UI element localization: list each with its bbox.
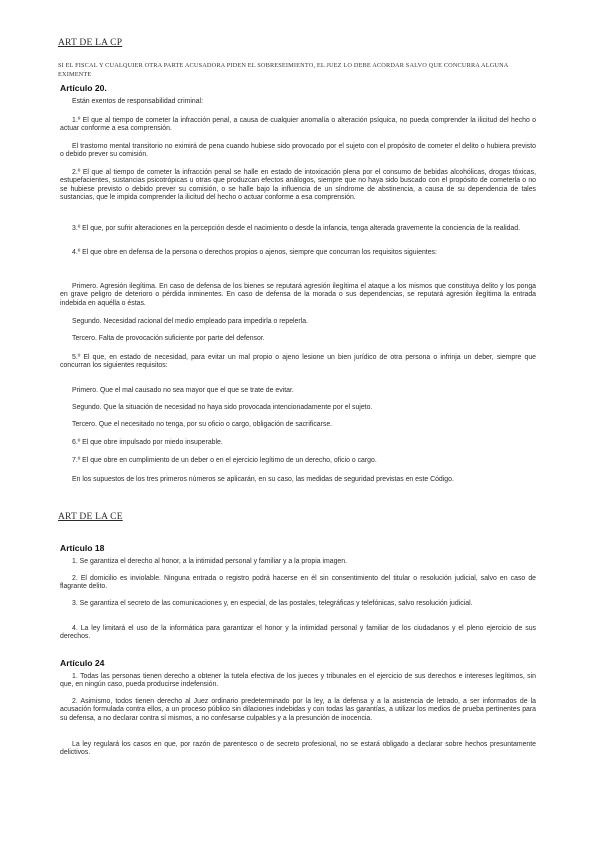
art24-p1: 1. Todas las personas tienen derecho a obtener la tutela efectiva de los jueces y tribunales en el ejercicio de sus derechos e intereses legítimos, sin que, en ningún caso, pueda producirse indefensión. (60, 673, 536, 689)
article-24-title: Artículo 24 (60, 658, 105, 668)
handwritten-note: SI EL FISCAL Y CUALQUIER OTRA PARTE ACUSADORA PIDEN EL SOBRESEIMIENTO, EL JUEZ LO DEBE ACORDAR SALVO QUE CONCURRA ALGUNA EXIMENTE (58, 62, 509, 78)
art20-p7: 7.º El que obre en cumplimiento de un deber o en el ejercicio legítimo de un derecho, oficio o cargo. (72, 457, 377, 464)
art20-p4-primero: Primero. Agresión ilegítima. En caso de defensa de los bienes se reputará agresión ilegítima el ataque a los mismos que constituya delito y los ponga en grave peligro de deterioro o pérdida inminentes. En caso de defensa de la morada o sus dependencias, se reputará agresión ilegítima la entrada indebida en aquélla o éstas. (60, 283, 536, 307)
art20-p1b: El trastorno mental transitorio no eximirá de pena cuando hubiese sido provocado por el sujeto con el propósito de cometer el delito o hubiera previsto o debido prever su comisión. (60, 143, 536, 159)
art24-p3: La ley regulará los casos en que, por razón de parentesco o de secreto profesional, no se estará obligado a declarar sobre hechos presuntamente delictivos. (60, 741, 536, 757)
art20-p5-tercero: Tercero. Que el necesitado no tenga, por su oficio o cargo, obligación de sacrificarse. (72, 421, 333, 428)
article-20-title: Artículo 20. (60, 83, 107, 93)
art18-p2: 2. El domicilio es inviolable. Ninguna entrada o registro podrá hacerse en él sin consentimiento del titular o resolución judicial, salvo en caso de flagrante delito. (60, 575, 536, 591)
article-18-title: Artículo 18 (60, 543, 105, 553)
section-heading-ce: ART DE LA CE (58, 512, 123, 522)
art20-p2: 2.º El que al tiempo de cometer la infracción penal se halle en estado de intoxicación plena por el consumo de bebidas alcohólicas, drogas tóxicas, estupefacientes, sustancias psicotrópicas u otras que produzcan efectos análogos, siempre que no haya sido buscado con el propósito de cometerla o no se hubiese previsto o debido prever su comisión, o se halle bajo la influencia de un síndrome de abstinencia, a causa de su dependencia de tales sustancias, que le impida comprender la ilicitud del hecho o actuar conforme a esa comprensión. (60, 169, 536, 202)
art20-p5: 5.º El que, en estado de necesidad, para evitar un mal propio o ajeno lesione un bien jurídico de otra persona o infrinja un deber, siempre que concurran los siguientes requisitos: (60, 354, 536, 370)
art20-p3: 3.º El que, por sufrir alteraciones en la percepción desde el nacimiento o desde la infancia, tenga alterada gravemente la conciencia de la realidad. (72, 225, 521, 232)
art24-p2: 2. Asimismo, todos tienen derecho al Juez ordinario predeterminado por la ley, a la defensa y a la asistencia de letrado, a ser informados de la acusación formulada contra ellos, a un proceso público sin dilaciones indebidas y con todas las garantías, a utilizar los medios de prueba pertinentes para su defensa, a no declarar contra sí mismos, a no confesarse culpables y a la presunción de inocencia. (60, 698, 536, 722)
art20-intro: Están exentos de responsabilidad criminal: (72, 98, 203, 105)
art20-p1: 1.º El que al tiempo de cometer la infracción penal, a causa de cualquier anomalía o alteración psíquica, no pueda comprender la ilicitud del hecho o actuar conforme a esa comprensión. (60, 117, 536, 133)
art20-p4: 4.º El que obre en defensa de la persona o derechos propios o ajenos, siempre que concurran los requisitos siguientes: (72, 249, 437, 256)
art20-p6: 6.º El que obre impulsado por miedo insuperable. (72, 439, 223, 446)
art20-p4-tercero: Tercero. Falta de provocación suficiente por parte del defensor. (72, 335, 265, 342)
art20-closing: En los supuestos de los tres primeros números se aplicarán, en su caso, las medidas de seguridad previstas en este Código. (72, 476, 454, 483)
art20-p5-primero: Primero. Que el mal causado no sea mayor que el que se trate de evitar. (72, 387, 294, 394)
art18-p4: 4. La ley limitará el uso de la informática para garantizar el honor y la intimidad personal y familiar de los ciudadanos y el pleno ejercicio de sus derechos. (60, 625, 536, 641)
art20-p4-segundo: Segundo. Necesidad racional del medio empleado para impedirla o repelerla. (72, 318, 308, 325)
art18-p1: 1. Se garantiza el derecho al honor, a la intimidad personal y familiar y a la propia imagen. (72, 558, 348, 565)
art18-p3: 3. Se garantiza el secreto de las comunicaciones y, en especial, de las postales, telegráficas y telefónicas, salvo resolución judicial. (72, 600, 473, 607)
section-heading-cp: ART DE LA CP (58, 38, 123, 48)
art20-p5-segundo: Segundo. Que la situación de necesidad no haya sido provocada intencionadamente por el sujeto. (72, 404, 373, 411)
